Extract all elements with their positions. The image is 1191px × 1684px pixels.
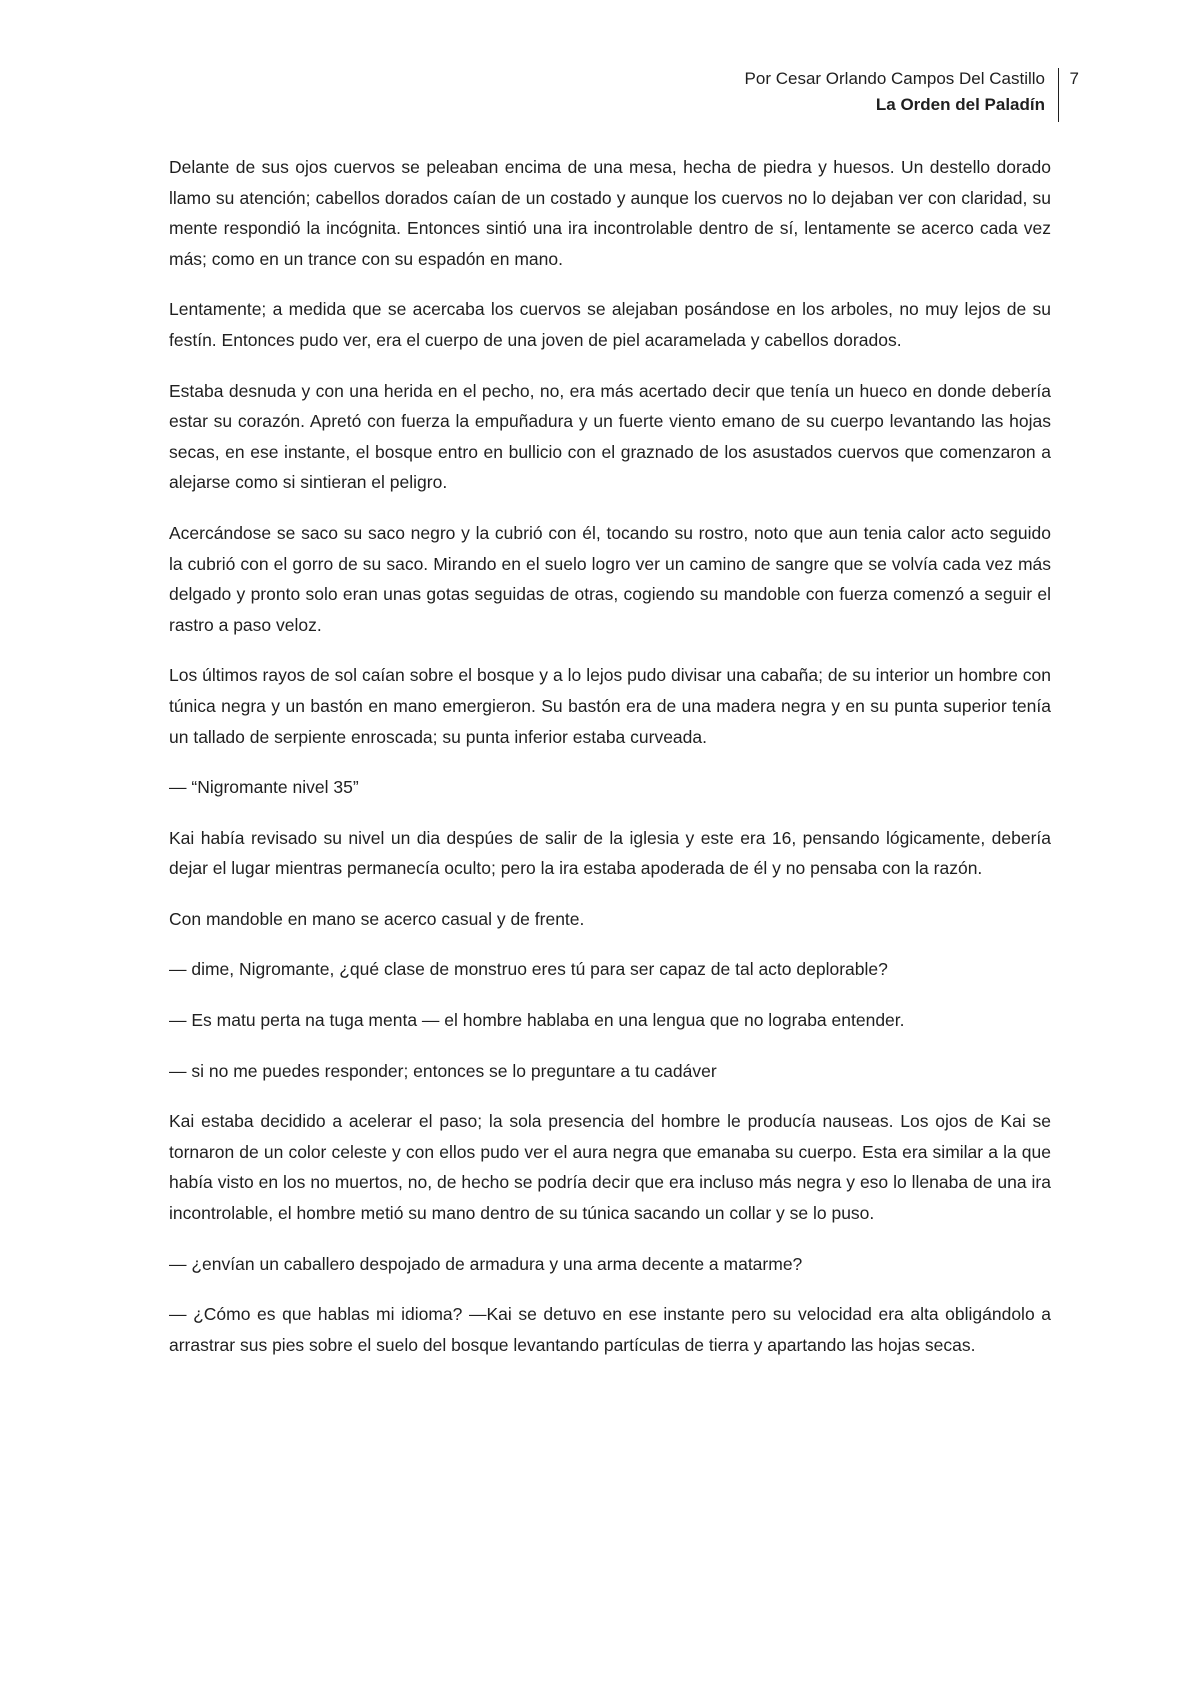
dialogue-line: — si no me puedes responder; entonces se lo preguntare a tu cadáver <box>169 1060 717 1081</box>
dialogue-line: — ¿Cómo es que hablas mi idioma? —Kai se detuvo en ese instante pero su velocidad era alta obligándolo a arrastrar sus pies sobre el suelo del bosque levantando partículas de tierra y apartando las hojas secas. <box>169 1304 1051 1355</box>
header-book-title: La Orden del Paladín <box>875 95 1045 114</box>
paragraph: Los últimos rayos de sol caían sobre el bosque y a lo lejos pudo divisar una cabaña; de su interior un hombre con túnica negra y un bastón en mano emergieron. Su bastón era de una madera negra y en su punta superior tenía un tallado de serpiente enroscada; su punta inferior estaba curveada. <box>169 665 1051 747</box>
paragraph: Kai estaba decidido a acelerar el paso; la sola presencia del hombre le producía nauseas. Los ojos de Kai se tornaron de un color celeste y con ellos pudo ver el aura negra que emanaba su cuerpo. Esta era similar a la que había visto en los no muertos, no, de hecho se podría decir que era incluso más negra y eso lo llenaba de una ira incontrolable, el hombre metió su mano dentro de su túnica sacando un collar y se lo puso. <box>169 1111 1051 1224</box>
header-divider <box>1058 68 1059 122</box>
dialogue-line: — Es matu perta na tuga menta — el hombre hablaba en una lengua que no lograba entender. <box>169 1010 905 1031</box>
page-number: 7 <box>1069 69 1079 88</box>
paragraph: Acercándose se saco su saco negro y la cubrió con él, tocando su rostro, noto que aun tenia calor acto seguido la cubrió con el gorro de su saco. Mirando en el suelo logro ver un camino de sangre que se volvía cada vez más delgado y pronto solo eran unas gotas seguidas de otras, cogiendo su mandoble con fuerza comenzó a seguir el rastro a paso veloz. <box>169 522 1051 635</box>
header-author: Por Cesar Orlando Campos Del Castillo <box>744 69 1045 88</box>
dialogue-line: — dime, Nigromante, ¿qué clase de monstruo eres tú para ser capaz de tal acto deplorable? <box>169 959 888 980</box>
dialogue-line: — ¿envían un caballero despojado de armadura y una arma decente a matarme? <box>169 1253 803 1274</box>
header-text <box>745 66 1045 118</box>
page-header <box>551 66 1079 124</box>
paragraph: Delante de sus ojos cuervos se peleaban encima de una mesa, hecha de piedra y huesos. Un destello dorado llamo su atención; cabellos dorados caían de un costado y aunque los cuervos no lo dejaban ver con claridad, su mente respondió la incógnita. Entonces sintió una ira incontrolable dentro de sí, lentamente se acerco cada vez más; como en un trance con su espadón en mano. <box>169 157 1051 269</box>
paragraph: Lentamente; a medida que se acercaba los cuervos se alejaban posándose en los arboles, no muy lejos de su festín. Entonces pudo ver, era el cuerpo de una joven de piel acaramelada y cabellos dorados. <box>169 299 1051 350</box>
paragraph: Estaba desnuda y con una herida en el pecho, no, era más acertado decir que tenía un hueco en donde debería estar su corazón. Apretó con fuerza la empuñadura y un fuerte viento emano de su cuerpo levantando las hojas secas, en ese instante, el bosque entro en bullicio con el graznado de los asustados cuervos que comenzaron a alejarse como si sintieran el peligro. <box>169 380 1051 493</box>
page-body <box>169 152 1051 1380</box>
dialogue-line: — “Nigromante nivel 35” <box>169 777 359 798</box>
paragraph: Con mandoble en mano se acerco casual y de frente. <box>169 908 585 929</box>
paragraph: Kai había revisado su nivel un dia despúes de salir de la iglesia y este era 16, pensando lógicamente, debería dejar el lugar mientras permanecía oculto; pero la ira estaba apoderada de él y no pensaba con la razón. <box>169 827 1051 879</box>
